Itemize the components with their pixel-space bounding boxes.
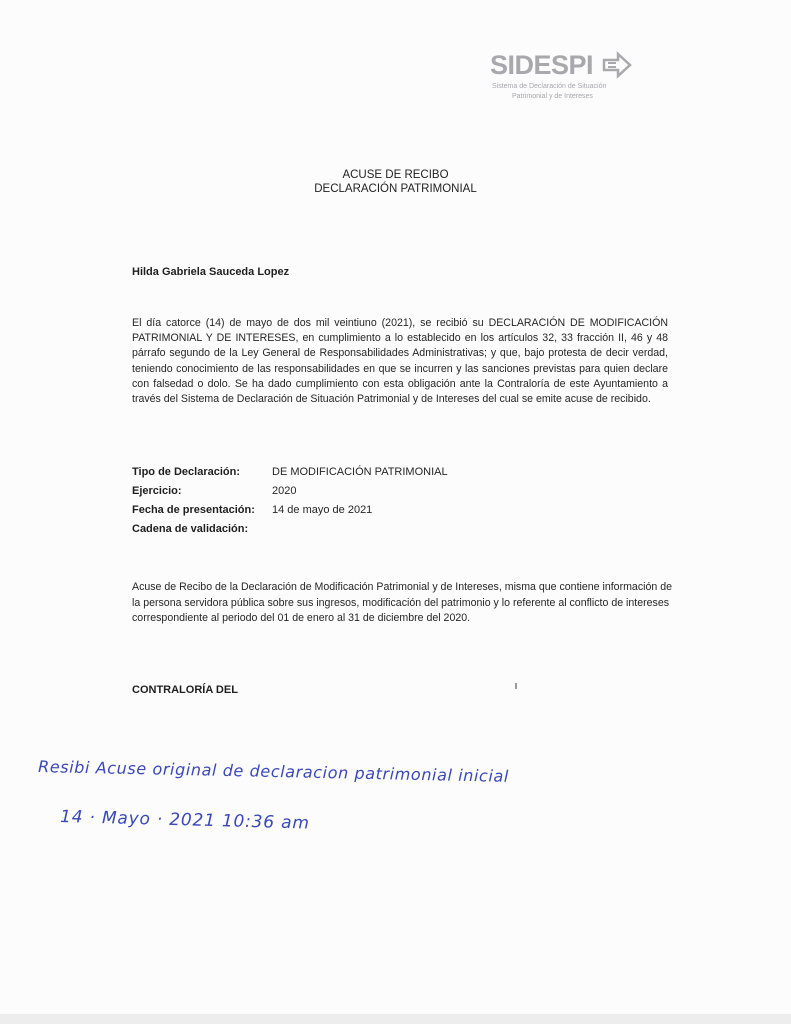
bleed-through-text (59, 0, 261, 14)
signature-block: CONTRALORÍA DEL (132, 684, 238, 696)
handwritten-line1: Resibi Acuse original de declaracion patrimonial inicial (37, 757, 510, 786)
sidespi-logo (490, 46, 670, 106)
field-value: 2020 (272, 485, 297, 497)
field-label: Fecha de presentación: (132, 504, 255, 516)
body-paragraph: El día catorce (14) de mayo de dos mil veintiuno (2021), se recibió su DECLARACIÓN DE MODIFICACIÓN PATRIMONIAL Y DE INTERESES, en cumplimiento a lo establecido en los artículos 32, 33 fracción II, 46 y 48 párrafo segundo de la Ley General de Responsabilidades Administrativas; y que, bajo protesta de decir verdad, teniendo conocimiento de las responsabilidades en que se incurren y las sanciones previstas para quien declare con falsedad o dolo. Se ha dado cumplimiento con esta obligación ante la Contraloría de este Ayuntamiento a través del Sistema de Declaración de Situación Patrimonial y de Intereses del cual se emite acuse de recibido. (132, 317, 668, 406)
declaration-fields (132, 463, 448, 539)
field-label: Tipo de Declaración: (132, 466, 240, 478)
field-row-cadena (132, 520, 448, 539)
recipient-name: Hilda Gabriela Sauceda Lopez (132, 266, 290, 278)
scan-bottom-edge (0, 1014, 791, 1024)
field-value: DE MODIFICACIÓN PATRIMONIAL (272, 466, 448, 478)
handwritten-note (0, 740, 791, 840)
handwritten-line2: 14 · Mayo · 2021 10:36 am (59, 807, 310, 834)
document-title-line1: ACUSE DE RECIBO (342, 169, 449, 181)
field-label: Ejercicio: (132, 485, 182, 497)
logo-wordmark: SIDESPI (490, 50, 594, 80)
closing-paragraph: Acuse de Recibo de la Declaración de Modificación Patrimonial y de Intereses, misma que contiene información de la persona servidora pública sobre sus ingresos, modificación del patrimonio y lo referente al conflicto de intereses correspondiente al periodo del 01 de enero al 31 de diciembre del 2020. (132, 581, 672, 625)
logo-subtitle-line1: Sistema de Declaración de Situación (492, 83, 607, 90)
field-row-fecha (132, 501, 448, 520)
logo-subtitle-line2: Patrimonial y de Intereses (512, 93, 593, 100)
field-row-ejercicio (132, 482, 448, 501)
field-row-tipo (132, 463, 448, 482)
logo-arrow-icon (602, 50, 632, 80)
document-title-line2: DECLARACIÓN PATRIMONIAL (314, 183, 477, 195)
field-label: Cadena de validación: (132, 523, 249, 535)
field-value: 14 de mayo de 2021 (272, 504, 373, 516)
scan-speck (515, 683, 517, 689)
